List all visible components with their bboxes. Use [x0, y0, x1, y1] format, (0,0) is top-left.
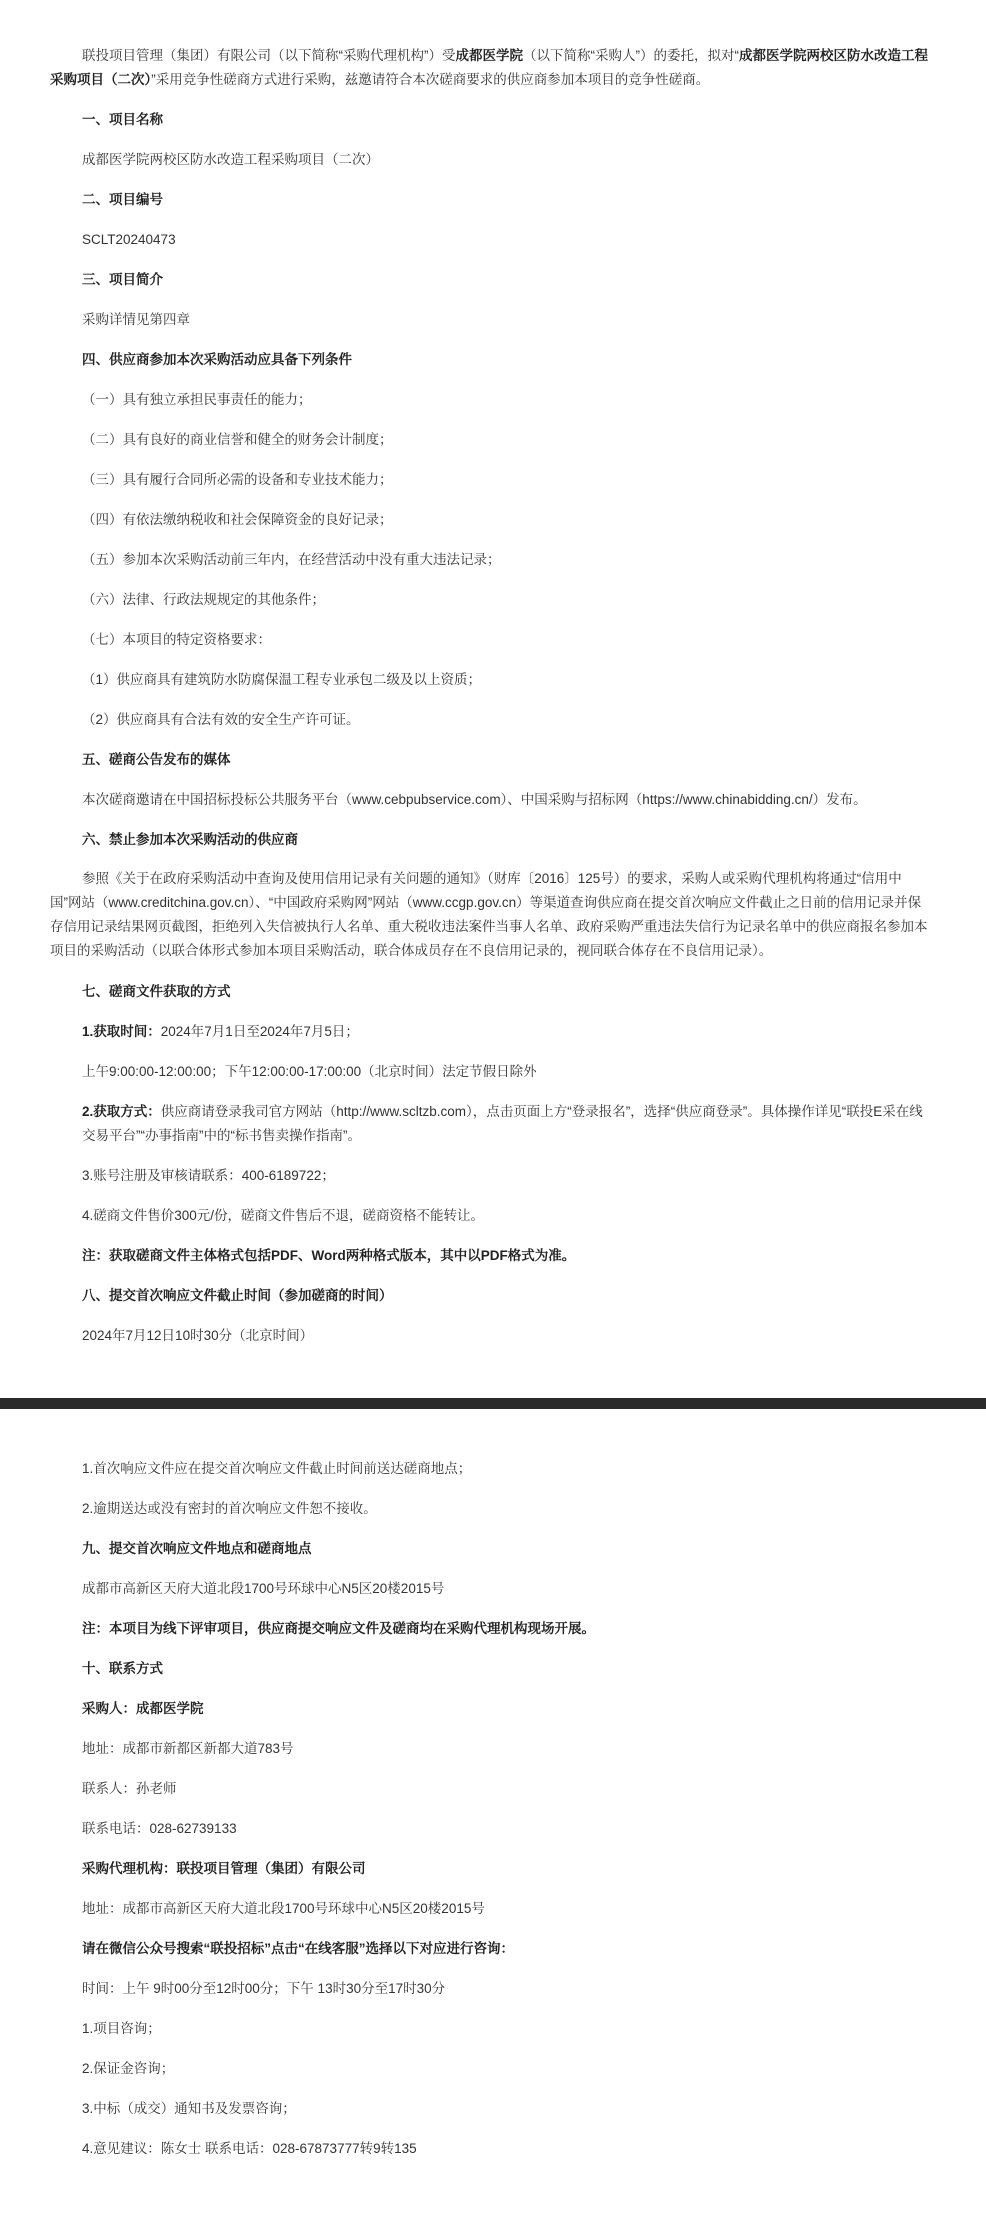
project-intro-text: 采购详情见第四章 — [82, 312, 190, 327]
deadline-rule: 2.逾期送达或没有密封的首次响应文件恕不接收。 — [82, 1501, 377, 1516]
buyer-heading: 采购人：成都医学院 — [82, 1701, 204, 1716]
requirement-item: （三）具有履行合同所必需的设备和专业技术能力； — [82, 472, 393, 487]
consult-item: 2.保证金咨询； — [82, 2061, 175, 2076]
prohibited-paragraph: 参照《关于在政府采购活动中查询及使用信用记录有关问题的通知》（财库〔2016〕125号）的要求，采购人或采购代理机构将通过“信用中国”网站（www.creditchina.gov.cn）、“中国政府采购网”网站（www.ccgp.gov.cn）等渠道查询供应商在提交首次响应文件截止之日前的信用记录并保存信用记录结果网页截图，拒绝列入失信被执行人名单、重大税收违法案件当事人名单、政府采购严重违法失信行为记录名单中的供应商报名参加本项目的采购活动（以联合体形式参加本项目采购活动，联合体成员存在不良信用记录的，视同联合体存在不良信用记录）。 — [50, 871, 928, 958]
intro-text: ”采用竞争性磋商方式进行采购，兹邀请符合本次磋商要求的供应商参加本项目的竞争性磋商。 — [151, 72, 710, 87]
consult-item: 3.中标（成交）通知书及发票咨询； — [82, 2101, 296, 2116]
wechat-instruction: 请在微信公众号搜索“联投招标”点击“在线客服”选择以下对应进行咨询： — [82, 1941, 514, 1956]
agent-address: 地址：成都市高新区天府大道北段1700号环球中心N5区20楼2015号 — [82, 1901, 485, 1916]
agent-heading: 采购代理机构：联投项目管理（集团）有限公司 — [82, 1861, 366, 1876]
acquisition-time-value: 2024年7月1日至2024年7月5日； — [160, 1024, 359, 1039]
intro-paragraph — [50, 44, 930, 92]
requirement-item: （五）参加本次采购活动前三年内，在经营活动中没有重大违法记录； — [82, 552, 501, 567]
announcement-page-2 — [0, 1409, 986, 2214]
intro-text: 联投项目管理（集团）有限公司（以下简称“采购代理机构”）受 — [82, 48, 456, 63]
requirement-item: （一）具有独立承担民事责任的能力； — [82, 392, 312, 407]
intro-text: （以下简称“采购人”）的委托，拟对“ — [523, 48, 739, 63]
section-heading-project-intro: 三、项目简介 — [82, 272, 163, 287]
section-heading-project-number: 二、项目编号 — [82, 192, 163, 207]
intro-project-name: 成都医学院两校区防水改造工程采购项目（二次） — [50, 48, 928, 87]
acquisition-method-label: 2.获取方式： — [82, 1104, 161, 1119]
consult-item: 4.意见建议：陈女士 联系电话：028-67873777转9转135 — [82, 2141, 417, 2156]
deadline-rule: 1.首次响应文件应在提交首次响应文件截止时间前送达磋商地点； — [82, 1461, 472, 1476]
requirement-item: （二）具有良好的商业信誉和健全的财务会计制度； — [82, 432, 393, 447]
account-registration: 3.账号注册及审核请联系：400-6189722； — [82, 1168, 335, 1183]
project-number-text: SCLT20240473 — [82, 232, 176, 247]
intro-buyer-name: 成都医学院 — [455, 48, 523, 63]
requirement-item: （1）供应商具有建筑防水防腐保温工程专业承包二级及以上资质； — [82, 672, 482, 687]
deadline-text: 2024年7月12日10时30分（北京时间） — [82, 1328, 314, 1343]
requirement-item: （四）有依法缴纳税收和社会保障资金的良好记录； — [82, 512, 393, 527]
section-heading-contact: 十、联系方式 — [82, 1661, 163, 1676]
acquisition-method-value: 供应商请登录我司官方网站（http://www.scltzb.com），点击页面上方“登录报名”，选择“供应商登录”。具体操作详见“联投E采在线交易平台”“办事指南”中的“标书售卖操作指南”。 — [82, 1104, 923, 1143]
section-heading-location: 九、提交首次响应文件地点和磋商地点 — [82, 1541, 312, 1556]
media-text: 本次磋商邀请在中国招标投标公共服务平台（www.cebpubservice.com）、中国采购与招标网（https://www.chinabidding.cn/）发布。 — [82, 792, 867, 807]
section-heading-deadline: 八、提交首次响应文件截止时间（参加磋商的时间） — [82, 1288, 393, 1303]
acquisition-method — [82, 1100, 930, 1148]
section-heading-project-name: 一、项目名称 — [82, 112, 163, 127]
location-note: 注：本项目为线下评审项目，供应商提交响应文件及磋商均在采购代理机构现场开展。 — [82, 1621, 595, 1636]
service-hours: 时间：上午 9时00分至12时00分；下午 13时30分至17时30分 — [82, 1981, 446, 1996]
section-heading-acquisition: 七、磋商文件获取的方式 — [82, 984, 231, 999]
buyer-phone: 联系电话：028-62739133 — [82, 1821, 237, 1836]
section-heading-media: 五、磋商公告发布的媒体 — [82, 752, 231, 767]
acquisition-time-label: 1.获取时间： — [82, 1024, 161, 1039]
location-text: 成都市高新区天府大道北段1700号环球中心N5区20楼2015号 — [82, 1581, 445, 1596]
project-name-text: 成都医学院两校区防水改造工程采购项目（二次） — [82, 152, 379, 167]
acquisition-note: 注：获取磋商文件主体格式包括PDF、Word两种格式版本，其中以PDF格式为准。 — [82, 1248, 576, 1263]
consult-item: 1.项目咨询； — [82, 2021, 161, 2036]
section-heading-requirements: 四、供应商参加本次采购活动应具备下列条件 — [82, 352, 352, 367]
page-divider — [0, 1398, 986, 1409]
section-heading-prohibited: 六、禁止参加本次采购活动的供应商 — [82, 832, 298, 847]
document-price: 4.磋商文件售价300元/份，磋商文件售后不退，磋商资格不能转让。 — [82, 1208, 485, 1223]
requirement-item: （七）本项目的特定资格要求： — [82, 632, 271, 647]
requirement-item: （六）法律、行政法规规定的其他条件； — [82, 592, 325, 607]
buyer-address: 地址：成都市新都区新都大道783号 — [82, 1741, 294, 1756]
acquisition-hours: 上午9:00:00-12:00:00；下午12:00:00-17:00:00（北京时间）法定节假日除外 — [82, 1064, 537, 1079]
acquisition-time — [82, 1022, 932, 1042]
requirement-item: （2）供应商具有合法有效的安全生产许可证。 — [82, 712, 360, 727]
buyer-contact: 联系人：孙老师 — [82, 1781, 177, 1796]
